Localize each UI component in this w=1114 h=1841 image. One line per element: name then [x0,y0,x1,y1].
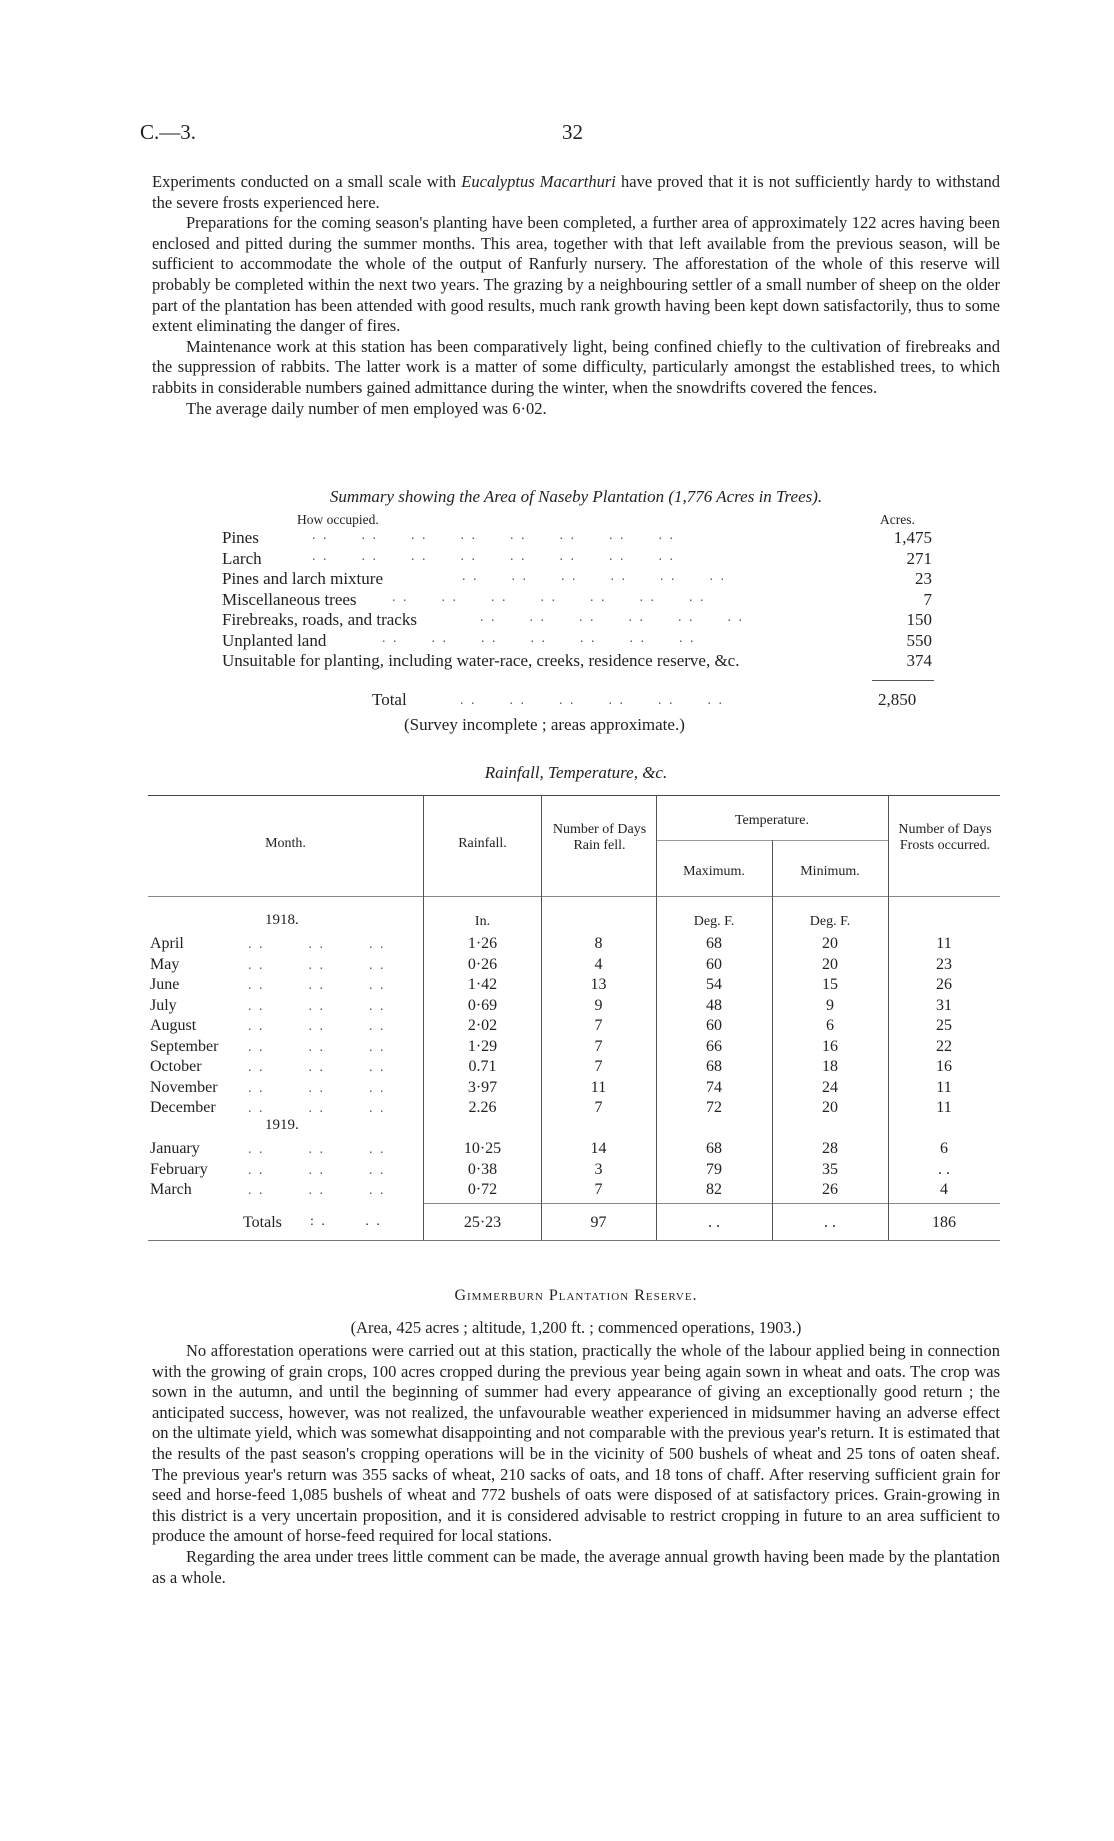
leader-dots: . . . . . . . . . . . . . . . . [312,528,675,543]
summary-col-acres: Acres. [880,512,915,527]
gimmerburn-subheading: (Area, 425 acres ; altitude, 1,200 ft. ; commenced operations, 1903.) [350,1318,802,1337]
cell-maximum: 72 [706,1099,722,1116]
unit-maximum: Deg. F. [693,914,735,929]
cell-days-rain: 7 [594,1017,603,1034]
cell-maximum: 60 [706,1017,722,1034]
summary-label: Pines [222,528,259,547]
header-frosts: Number of Days Frosts occurred. [898,822,992,853]
paragraph-trees: Regarding the area under trees little comment can be made, the average annual growth having been made by the plantation as a whole. [152,1546,1000,1587]
cell-month: August [150,1017,197,1034]
cell-maximum: 68 [706,1140,722,1157]
cell-rainfall: 0·26 [467,955,498,973]
cell-maximum: 82 [706,1181,722,1198]
cell-days-rain: 11 [590,1078,607,1096]
cell-frosts: 6 [940,1140,948,1157]
summary-value: 550 [906,630,932,650]
header-maximum: Maximum. [683,864,745,879]
cell-month: January [150,1140,200,1157]
cell-frosts: 16 [936,1058,952,1075]
summary-note: (Survey incomplete ; areas approximate.) [404,715,685,734]
leader-dots: . . . . . . . . . . . . [480,610,744,625]
cell-rainfall: 1·29 [467,1037,498,1055]
cell-rainfall: 0·38 [467,1160,498,1178]
table-top-rule [148,795,1000,796]
cell-month: February [150,1160,208,1178]
leader-dots: : . . . [310,1214,382,1229]
leader-dots: . . . . . . [248,998,386,1014]
cell-days-rain: 13 [590,976,607,993]
cell-maximum: 54 [706,976,722,993]
header-temperature: Temperature. [734,813,810,828]
cell-frosts: 4 [940,1181,948,1198]
summary-label: Miscellaneous trees [222,589,357,609]
paragraph-men-employed: The average daily number of men employed was 6·02. [186,398,547,418]
leader-dots: . . . . . . . . . . . . . . [392,589,706,605]
leader-dots: . . . . . . [248,1060,386,1075]
cell-month: October [150,1058,202,1075]
totals-minimum: . . [824,1214,836,1231]
cell-minimum: 28 [822,1140,838,1157]
leader-dots: . . . . . . [248,1142,386,1157]
cell-minimum: 35 [822,1160,838,1178]
unit-rainfall: In. [474,914,491,929]
leader-dots: . . . . . . . . . . . . . . . . [312,548,675,564]
leader-dots: . . . . . . [248,937,386,952]
leader-dots: . . . . . . [248,1019,386,1034]
cell-frosts: 11 [936,935,952,952]
leader-dots: . . . . . . [248,1080,386,1096]
cell-rainfall: 10·25 [463,1140,502,1157]
cell-rainfall: 0·72 [467,1181,498,1198]
cell-minimum: 24 [822,1078,838,1096]
cell-rainfall: 2·02 [467,1017,498,1034]
header-days-rain: Number of Days Rain fell. [552,822,647,853]
header-month: Month. [265,836,306,851]
cell-frosts: 23 [936,955,952,973]
cell-month: May [150,955,180,973]
totals-rule [424,1203,1000,1204]
cell-maximum: 60 [706,955,722,973]
totals-rainfall: 25·23 [463,1214,502,1231]
year-1918: 1918. [265,912,299,928]
summary-total-value: 2,850 [878,690,917,709]
summary-label: Firebreaks, roads, and tracks [222,610,417,629]
paragraph-preparations: Preparations for the coming season's planting have been completed, a further area of approximately 122 acres having been enclosed and pitted during the summer months. This area, together with that left available from the previous season, will be sufficient to accommodate the whole of the output of Ranfurly nursery. The afforestation of the whole of this reserve will probably be completed within the next two years. The grazing by a neighbouring settler of a small number of sheep on the older part of the plantation has been attended with good results, much rank growth having been kept down satisfactorily, thus to some extent eliminating the danger of fires. [152,213,1000,336]
summary-value: 1,475 [893,528,932,547]
summary-label: Pines and larch mixture [222,569,383,588]
leader-dots: . . . . . . [248,957,386,973]
header-minimum: Minimum. [800,864,860,879]
cell-rainfall: 0.71 [468,1058,497,1075]
cell-days-rain: 8 [594,935,603,952]
cell-maximum: 68 [706,1058,722,1075]
leader-dots: . . . . . . . . . . . . [460,693,724,708]
cell-month: June [150,976,180,993]
gimmerburn-heading: Gimmerburn Plantation Reserve. [454,1287,698,1304]
cell-maximum: 79 [706,1160,722,1178]
italic-term: Eucalyptus Macarthuri [461,172,616,191]
summary-value: 374 [906,651,932,670]
cell-rainfall: 1·26 [467,935,498,952]
cell-rainfall: 0·69 [467,996,498,1014]
leader-dots: . . . . . . [248,1183,386,1198]
cell-frosts: 11 [936,1099,952,1116]
cell-month: March [150,1181,192,1198]
cell-minimum: 26 [822,1181,838,1198]
leader-dots: . . . . . . . . . . . . [462,569,726,584]
leader-dots: . . . . . . [248,1101,386,1116]
leader-dots: . . . . . . [248,978,386,993]
cell-rainfall: 3·97 [467,1078,498,1096]
summary-value: 150 [906,610,932,629]
paragraph-grain-crops: No afforestation operations were carried out at this station, practically the whole of the labour applied being in connection with the growing of grain crops, 100 acres cropped during the previous year being again sown in wheat and oats. The crop was sown in the autumn, and until the beginning of summer had every appearance of giving an exceptionally good return ; the anticipated success, however, was not realized, the unfavourable weather experienced in midsummer having an adverse effect on the ultimate yield, which was somewhat disappointing and not comparable with the previous year's return. It is estimated that the results of the past season's cropping operations will be in the vicinity of 500 bushels of wheat and 25 tons of oaten sheaf. The previous year's return was 355 sacks of wheat, 210 sacks of oats, and 18 tons of chaff. After reserving sufficient grain for seed and horse-feed 1,085 bushels of wheat and 772 bushels of oats were disposed of at satisfactory prices. Grain-growing in this district is a very uncertain proposition, and it is considered advisable to restrict cropping in future to an area sufficient to produce the amount of horse-feed required for local stations. [152,1341,1000,1546]
cell-days-rain: 7 [594,1099,603,1116]
cell-days-rain: 4 [594,955,603,973]
cell-frosts: 31 [936,996,952,1014]
summary-value: 7 [923,589,932,609]
cell-month: September [150,1037,219,1055]
summary-label: Unplanted land [222,630,327,650]
table-bottom-rule [148,1240,1000,1241]
cell-minimum: 20 [822,1099,838,1116]
summary-total-label: Total [372,690,407,709]
document-reference: C.—3. [140,120,197,144]
summary-label: Larch [222,548,262,568]
cell-maximum: 68 [706,935,722,952]
cell-month: July [150,996,177,1014]
cell-frosts: 11 [936,1078,952,1096]
cell-maximum: 48 [706,996,722,1014]
paragraph-eucalyptus: Experiments conducted on a small scale with Eucalyptus Macarthuri have proved that it is not sufficiently hardy to withstand the severe frosts experienced here. [152,172,1000,212]
cell-minimum: 6 [826,1017,834,1034]
cell-frosts: 25 [936,1017,952,1034]
cell-minimum: 16 [822,1037,838,1055]
totals-maximum: . . [708,1214,720,1231]
cell-days-rain: 9 [594,996,603,1014]
cell-minimum: 20 [822,955,838,973]
cell-days-rain: 3 [594,1160,603,1178]
leader-dots: . . . . . . [248,1039,386,1055]
summary-col-how-occupied: How occupied. [297,512,379,527]
cell-minimum: 9 [826,996,834,1014]
cell-month: November [150,1078,218,1096]
table-header-rule [148,896,1000,897]
totals-label: Totals [243,1214,282,1231]
page-number: 32 [562,120,583,144]
header-rainfall: Rainfall. [458,836,507,851]
summary-title: Summary showing the Area of Naseby Plantation (1,776 Acres in Trees). [329,487,823,506]
leader-dots: . . . . . . [248,1162,386,1178]
gimmerburn-text [152,1341,1000,1588]
cell-frosts: 26 [936,976,952,993]
summary-value: 271 [906,548,932,568]
cell-frosts: . . [938,1160,950,1178]
year-1919: 1919. [265,1117,299,1133]
leader-dots: . . . . . . . . . . . . . . [382,630,696,646]
cell-minimum: 18 [822,1058,838,1075]
totals-days: 97 [590,1214,607,1231]
totals-frosts: 186 [932,1214,956,1231]
cell-maximum: 74 [706,1078,722,1096]
cell-rainfall: 2.26 [468,1099,497,1116]
cell-minimum: 20 [822,935,838,952]
cell-rainfall: 1·42 [467,976,498,993]
cell-days-rain: 7 [594,1037,603,1055]
cell-frosts: 22 [936,1037,952,1055]
cell-month: December [150,1099,216,1116]
rainfall-title: Rainfall, Temperature, &c. [484,763,668,782]
cell-days-rain: 14 [590,1140,607,1157]
summary-label: Unsuitable for planting, including water-race, creeks, residence reserve, &c. [222,651,740,670]
cell-days-rain: 7 [594,1181,603,1198]
summary-value: 23 [915,569,932,588]
cell-days-rain: 7 [594,1058,603,1075]
cell-minimum: 15 [822,976,838,993]
unit-minimum: Deg. F. [809,914,851,929]
cell-maximum: 66 [706,1037,722,1055]
cell-month: April [150,935,184,952]
paragraph-maintenance: Maintenance work at this station has been comparatively light, being confined chiefly to the cultivation of firebreaks and the suppression of rabbits. The latter work is a matter of some difficulty, particularly amongst the established trees, to which rabbits in considerable numbers gained admittance during the winter, when the snowdrifts covered the fences. [152,336,1000,397]
